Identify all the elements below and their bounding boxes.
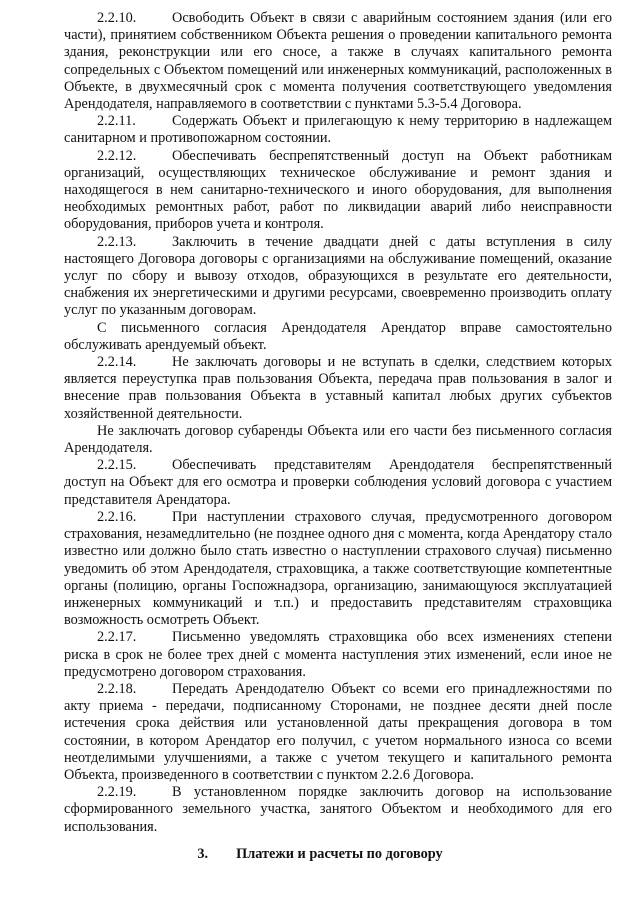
clause-2-2-18 xyxy=(64,681,612,784)
clause-number: 2.2.12. xyxy=(97,147,137,164)
section-heading xyxy=(0,846,640,863)
clause-number: 2.2.18. xyxy=(97,680,137,697)
clause-text: Заключить в течение двадцати дней с даты вступления в силу настоящего Договора договоры с организациями на обслуживание помещений, оказание услуг по сбору и вывозу отходов, образующихся в результате его деятельности, снабжения их энергетическими и другими ресурсами, своевременно производить оплату услуг по указанным договорам. xyxy=(64,233,612,319)
clause-text: При наступлении страхового случая, предусмотренного договором страхования, незамедлительно (не позднее одного дня с момента, когда Арендатору стало известно или должно было стать известно о наступлении страхового случая) письменно уведомить об этом Арендодателя, страховщика, а также соответствующие компетентные органы (полицию, органы Госпожнадзора, организацию, занимающуюся эксплуатацией инженерных коммуникаций и т.п.) и предоставить представителям страховщика возможность осмотреть Объект. xyxy=(64,508,612,629)
clause-number: 2.2.10. xyxy=(97,10,137,26)
clause-2-2-19 xyxy=(64,784,612,836)
clause-text: Обеспечивать представителям Арендодателя беспрепятственный доступ на Объект для его осмотра и проверки соблюдения условий договора с участием представителя Арендатора. xyxy=(64,457,612,508)
clause-2-2-11 xyxy=(64,113,612,147)
clause-2-2-14-note xyxy=(64,423,612,457)
clause-number: 2.2.16. xyxy=(97,508,137,525)
clause-2-2-10 xyxy=(64,10,612,113)
clause-number: 2.2.13. xyxy=(97,233,137,250)
clause-2-2-13 xyxy=(64,234,612,320)
clause-2-2-15 xyxy=(64,457,612,509)
section-title: Платежи и расчеты по договору xyxy=(236,846,443,862)
clause-text: В установленном порядке заключить договор на использование сформированного земельного участка, занятого Объектом и необходимого для его использования. xyxy=(64,784,612,835)
clause-number: 2.2.14. xyxy=(97,354,137,371)
clause-2-2-12 xyxy=(64,148,612,234)
clause-number: 2.2.19. xyxy=(97,784,137,801)
clause-number: 2.2.11. xyxy=(97,113,136,130)
clause-text: Содержать Объект и прилегающую к нему территорию в надлежащем санитарном и противопожарном состоянии. xyxy=(64,113,612,147)
clause-text: Не заключать договоры и не вступать в сделки, следствием которых является переуступка прав пользования Объекта, передача прав пользования в залог и внесение прав пользования Объекта в уставный капитал любых других субъектов хозяйственной деятельности. xyxy=(64,354,612,422)
clause-number: 2.2.17. xyxy=(97,629,137,646)
clause-text: Передать Арендодателю Объект со всеми его принадлежностями по акту приема - передачи, подписанному Сторонами, не позднее десяти дней после истечения срока действия или установленной даты прекращения договора в том состоянии, в котором Арендатор его получил, с учетом нормального износа со всеми неотделимыми улучшениями, а также с учетом текущего и капитального ремонта Объекта, произведенного в соответствии с пунктом 2.2.6 Договора. xyxy=(64,680,612,783)
section-number: 3. xyxy=(197,846,209,862)
clause-number: 2.2.15. xyxy=(97,457,137,474)
clauses-block xyxy=(64,10,612,836)
clause-text: Обеспечивать беспрепятственный доступ на Объект работникам организаций, осуществляющих техническое обслуживание и ремонт здания и находящегося в нем санитарно-технического и иного оборудования, для выполнения необходимых ремонтных работ, работ по ликвидации аварий либо неисправности оборудования, приборов учета и контроля. xyxy=(64,147,612,233)
clause-2-2-17 xyxy=(64,629,612,681)
clause-2-2-16 xyxy=(64,509,612,629)
clause-2-2-14 xyxy=(64,354,612,423)
clause-2-2-13-note xyxy=(64,320,612,354)
clause-text: Не заключать договор субаренды Объекта или его части без письменного согласия Арендодателя. xyxy=(64,422,612,457)
clause-text: С письменного согласия Арендодателя Арендатор вправе самостоятельно обслуживать арендуемый объект. xyxy=(64,319,612,353)
clause-text: Освободить Объект в связи с аварийным состоянием здания (или его части), принятием собственником Объекта решения о проведении капитального ремонта здания, реконструкции или его сносе, а также в случаях капитального ремонта сопредельных с Объектом помещений или инженерных коммуникаций, расположенных в Объекте, в двухмесячный срок с момента получения соответствующего уведомления Арендодателя, направляемого в соответствии с пунктами 5.3-5.4 Договора. xyxy=(64,10,612,113)
clause-text: Письменно уведомлять страховщика обо всех изменениях степени риска в срок не более трех дней с момента наступления этих изменений, если иное не предусмотрено договором страхования. xyxy=(64,629,612,680)
